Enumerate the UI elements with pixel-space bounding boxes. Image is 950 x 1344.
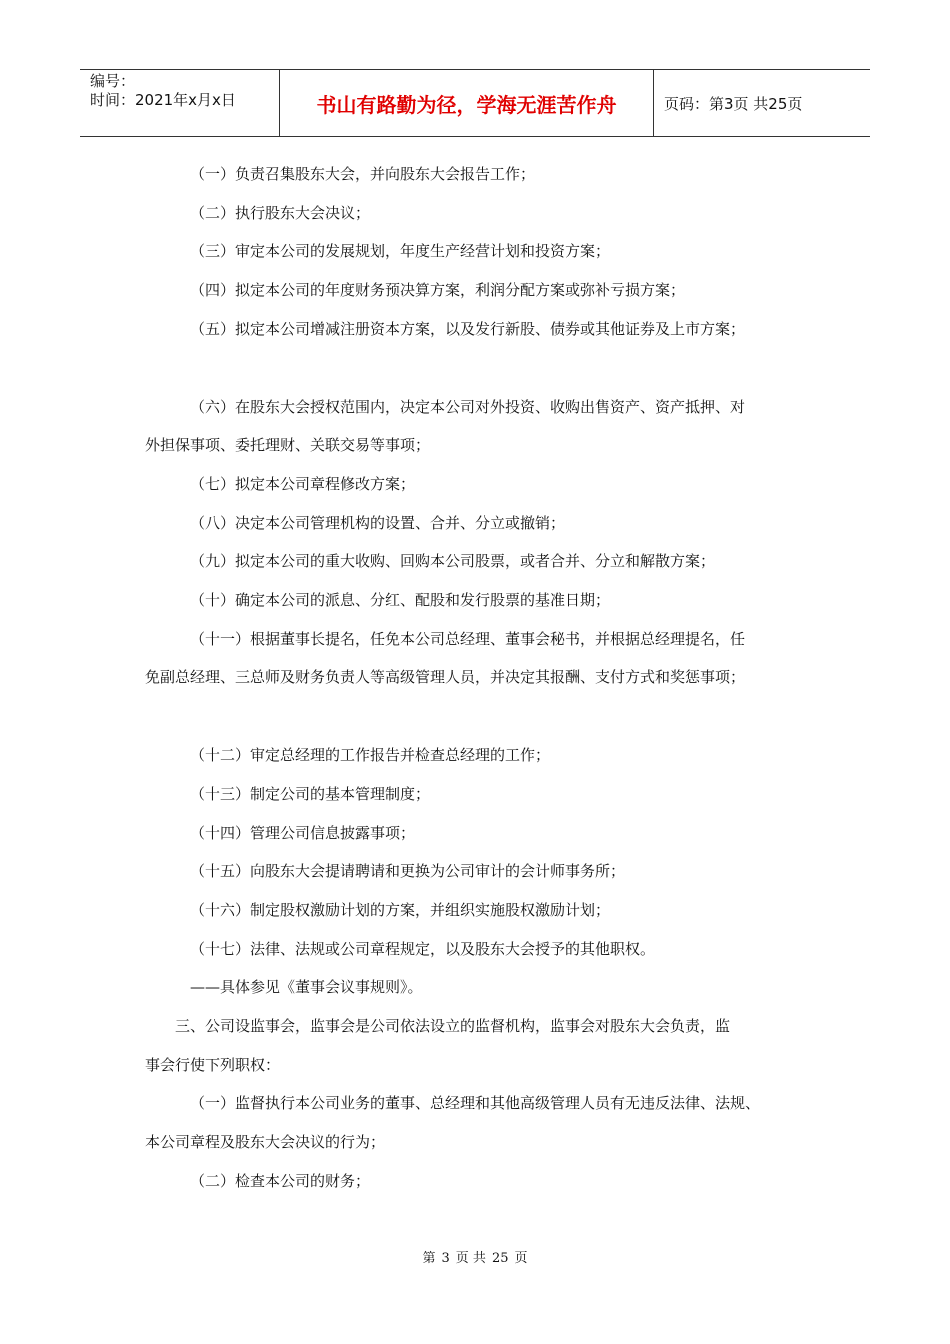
body-line: （十五）向股东大会提请聘请和更换为公司审计的会计师事务所；	[190, 862, 626, 881]
body-line: （十一）根据董事长提名，任免本公司总经理、董事会秘书，并根据总经理提名，任	[190, 629, 746, 648]
body-line: （七）拟定本公司章程修改方案；	[190, 474, 416, 493]
body-line: （八）决定本公司管理机构的设置、合并、分立或撤销；	[190, 513, 566, 532]
header-page-label: 页码：第3页 共25页	[664, 94, 803, 113]
document-body	[145, 155, 815, 1201]
body-line: （十三）制定公司的基本管理制度；	[190, 784, 431, 803]
body-line: （十七）法律、法规或公司章程规定，以及股东大会授予的其他职权。	[190, 939, 656, 958]
body-line: （二）执行股东大会决议；	[190, 203, 371, 222]
body-line: （十四）管理公司信息披露事项；	[190, 823, 416, 842]
body-line: 本公司章程及股东大会决议的行为；	[145, 1133, 386, 1152]
paragraph-gap	[145, 349, 815, 388]
body-line: （一）监督执行本公司业务的董事、总经理和其他高级管理人员有无违反法律、法规、	[190, 1094, 761, 1113]
body-line: 免副总经理、三总师及财务负责人等高级管理人员，并决定其报酬、支付方式和奖惩事项；	[145, 668, 746, 687]
body-line: 外担保事项、委托理财、关联交易等事项；	[145, 436, 431, 455]
header-motto: 书山有路勤为径，学海无涯苦作舟	[280, 70, 654, 136]
footer-current-page: 3	[441, 1251, 450, 1266]
body-line: （九）拟定本公司的重大收购、回购本公司股票，或者合并、分立和解散方案；	[190, 552, 716, 571]
body-line: ——具体参见《董事会议事规则》。	[190, 978, 423, 997]
body-line: （四）拟定本公司的年度财务预决算方案，利润分配方案或弥补亏损方案；	[190, 281, 686, 300]
body-line: （三）审定本公司的发展规划，年度生产经营计划和投资方案；	[190, 242, 611, 261]
number-label: 编号：	[90, 72, 136, 90]
body-line: 三、公司设监事会，监事会是公司依法设立的监督机构，监事会对股东大会负责，监	[175, 1017, 731, 1036]
page-header	[80, 69, 870, 137]
header-left-cell	[80, 70, 280, 136]
body-line: （五）拟定本公司增减注册资本方案，以及发行新股、债券或其他证券及上市方案；	[190, 319, 746, 338]
body-line: （一）负责召集股东大会，并向股东大会报告工作；	[190, 165, 536, 183]
body-line: （十六）制定股权激励计划的方案，并组织实施股权激励计划；	[190, 900, 611, 919]
time-label: 时间：2021年x月x日	[90, 91, 236, 109]
footer-suffix: 页	[514, 1251, 528, 1266]
body-line: （十二）审定总经理的工作报告并检查总经理的工作；	[190, 746, 551, 765]
body-line: 事会行使下列职权：	[145, 1055, 281, 1074]
footer-total-pages: 25	[491, 1251, 509, 1266]
body-line: （二）检查本公司的财务；	[190, 1171, 371, 1190]
body-line: （六）在股东大会授权范围内，决定本公司对外投资、收购出售资产、资产抵押、对	[190, 397, 746, 416]
body-line: （十）确定本公司的派息、分红、配股和发行股票的基准日期；	[190, 591, 611, 610]
paragraph-gap	[145, 697, 815, 736]
page-footer	[0, 1247, 950, 1266]
footer-prefix: 第	[422, 1251, 436, 1266]
footer-mid: 页 共	[455, 1251, 486, 1266]
